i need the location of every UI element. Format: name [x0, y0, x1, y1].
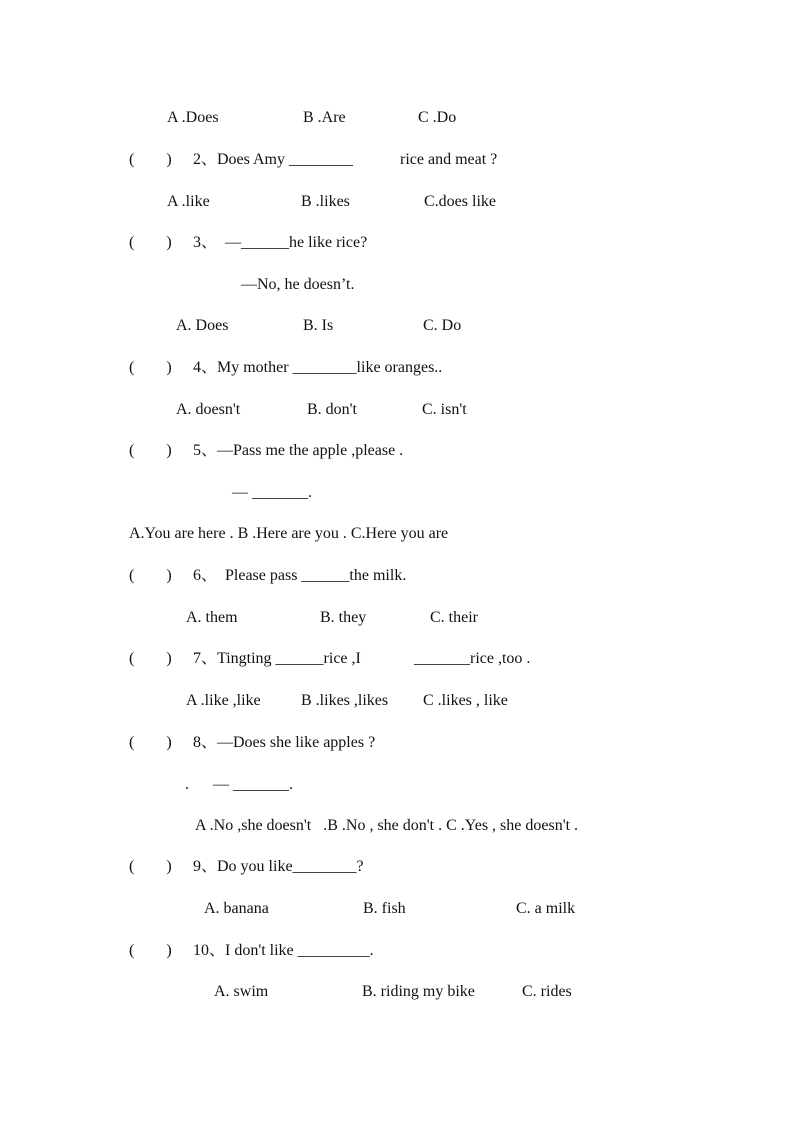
q9-option-b: B. fish	[363, 900, 406, 917]
q3-option-b: B. Is	[303, 317, 334, 334]
q9-answer-paren: ( )	[129, 858, 172, 875]
q6-option-a: A. them	[186, 609, 238, 626]
q6-option-c: C. their	[430, 609, 478, 626]
q8-stem: 8、—Does she like apples ?	[193, 734, 376, 751]
q3-stem: 3、 —______he like rice?	[193, 234, 368, 251]
q8-options: A .No ,she doesn't .B .No , she don't . C .Yes , she doesn't .	[195, 817, 579, 834]
q1-option-b: B .Are	[303, 109, 346, 126]
q10-option-b: B. riding my bike	[362, 983, 475, 1000]
q7-option-b: B .likes ,likes	[301, 692, 389, 709]
q7-option-c: C .likes , like	[423, 692, 508, 709]
q9-option-a: A. banana	[204, 900, 269, 917]
q5-options: A.You are here . B .Here are you . C.Here you are	[129, 525, 449, 542]
q6-stem: 6、 Please pass ______the milk.	[193, 567, 407, 584]
q1-option-a: A .Does	[167, 109, 219, 126]
q3-dialogue-answer: —No, he doesn’t.	[241, 276, 355, 293]
q6-option-b: B. they	[320, 609, 367, 626]
q8-answer-paren: ( )	[129, 734, 172, 751]
q3-option-a: A. Does	[176, 317, 229, 334]
q7-stem: 7、Tingting ______rice ,I	[193, 650, 361, 667]
q2-stem: 2、Does Amy ________	[193, 151, 354, 168]
q8-dialogue-answer: . — _______.	[185, 776, 293, 793]
q4-option-a: A. doesn't	[176, 401, 241, 418]
q9-option-c: C. a milk	[516, 900, 576, 917]
q10-option-a: A. swim	[214, 983, 269, 1000]
q2-option-b: B .likes	[301, 193, 350, 210]
q4-option-b: B. don't	[307, 401, 357, 418]
q4-stem: 4、My mother ________like oranges..	[193, 359, 443, 376]
q2-answer-paren: ( )	[129, 151, 172, 168]
q10-answer-paren: ( )	[129, 942, 172, 959]
q2-option-a: A .like	[167, 193, 210, 210]
q2-option-c: C.does like	[424, 193, 496, 210]
q5-answer-paren: ( )	[129, 442, 172, 459]
q3-answer-paren: ( )	[129, 234, 172, 251]
q7-stem-rest: _______rice ,too .	[414, 650, 531, 667]
q4-option-c: C. isn't	[422, 401, 467, 418]
q1-option-c: C .Do	[418, 109, 457, 126]
q2-stem-rest: rice and meat ?	[400, 151, 498, 168]
q10-stem: 10、I don't like _________.	[193, 942, 374, 959]
q7-option-a: A .like ,like	[186, 692, 261, 709]
q9-stem: 9、Do you like________?	[193, 858, 364, 875]
q3-option-c: C. Do	[423, 317, 462, 334]
q4-answer-paren: ( )	[129, 359, 172, 376]
q5-dialogue-answer: — _______.	[232, 484, 312, 501]
q10-option-c: C. rides	[522, 983, 572, 1000]
q5-stem: 5、—Pass me the apple ,please .	[193, 442, 404, 459]
q6-answer-paren: ( )	[129, 567, 172, 584]
q7-answer-paren: ( )	[129, 650, 172, 667]
